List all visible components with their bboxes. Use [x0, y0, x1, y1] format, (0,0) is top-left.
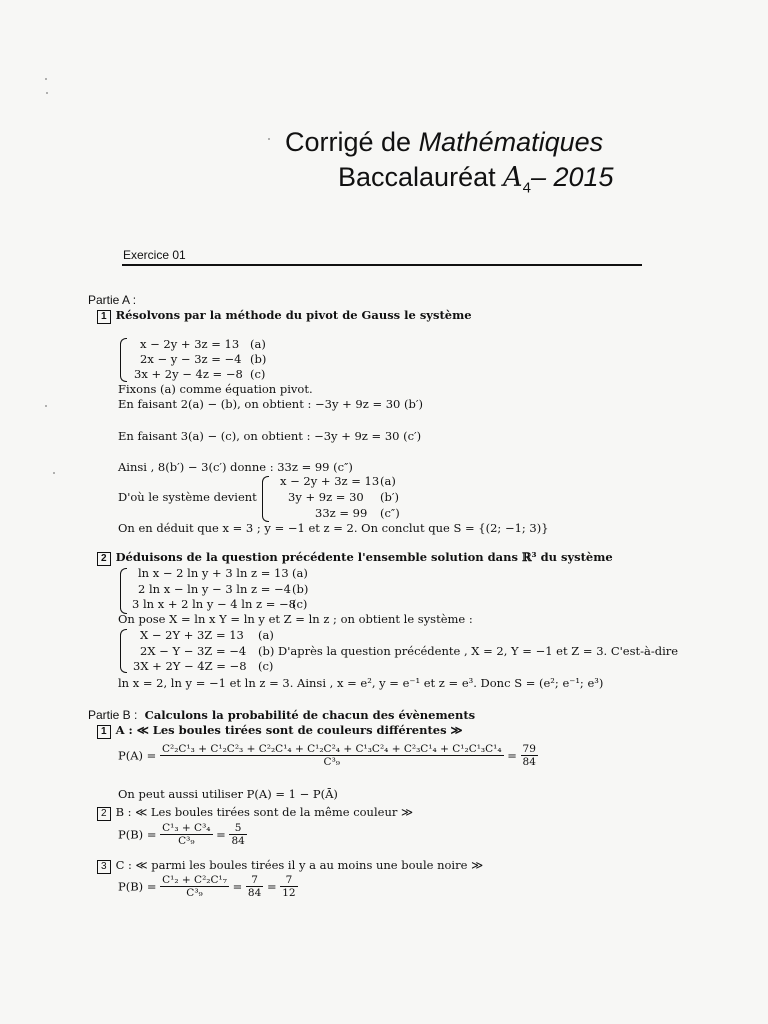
scan-speck: [45, 405, 47, 407]
question-number-box: 1: [97, 310, 111, 324]
partA-q1-text: Résolvons par la méthode du pivot de Gauss le système: [115, 308, 472, 322]
system-brace: [120, 338, 127, 382]
fraction-result: [521, 743, 538, 768]
system-eq-1: x − 2y + 3z = 13: [140, 337, 240, 351]
sub-system-eq-1: X − 2Y + 3Z = 13: [140, 628, 244, 642]
pivot-text: Fixons (a) comme équation pivot.: [118, 382, 313, 396]
system2-eq-3: 33z = 99: [315, 506, 368, 520]
partB-q1-text: A : ≪ Les boules tirées sont de couleurs différentes ≫: [115, 723, 463, 737]
formula-lhs: P(B) =: [118, 879, 157, 894]
title-year: – 2015: [530, 162, 614, 192]
scan-speck: [268, 138, 270, 140]
partA-q2-text: Déduisons de la question précédente l'ensemble solution dans ℝ³ du système: [115, 550, 613, 564]
partB-heading: [88, 708, 475, 722]
title-series-index: 4: [522, 179, 531, 197]
fraction-result: [280, 874, 297, 899]
probability-B-formula: P(B) = $\frac{\text{C¹₃ + C³₄}}{\text{C³₉}}$ = $\frac{5}{84}$: [118, 822, 245, 847]
fraction-denominator: 12: [282, 887, 296, 899]
system-eq-2: 2x − y − 3z = −4: [140, 352, 242, 366]
scan-speck: [45, 78, 47, 80]
formula-lhs: P(B) =: [118, 827, 157, 842]
system-tag-2: (b): [250, 352, 267, 366]
fraction-numerator: 79: [522, 743, 536, 755]
fraction: [160, 822, 212, 847]
title-line-2: [338, 162, 614, 196]
log-system-tag-3: (c): [292, 597, 308, 611]
scan-speck: [46, 92, 48, 94]
sub-system-tag-2: (b) D'après la question précédente , X = 2, Y = −1 et Z = 3. C'est-à-dire: [258, 644, 679, 658]
system2-tag-3: (c″): [380, 506, 400, 520]
fraction-denominator: C³₉: [323, 756, 340, 768]
partA-q2-conclusion: ln x = 2, ln y = −1 et ln z = 3. Ainsi , x = e², y = e⁻¹ et z = e³. Donc S = (e²; e⁻¹; e³): [118, 676, 604, 690]
system2-tag-1: (a): [380, 474, 396, 488]
step-2: En faisant 3(a) − (c), on obtient : −3y + 9z = 30 (c′): [118, 429, 422, 443]
partA-q1-heading: [97, 308, 472, 324]
header-rule: [122, 264, 642, 266]
log-system-eq-2: 2 ln x − ln y − 3 ln z = −4: [138, 582, 291, 596]
fraction-numerator: C²₂C¹₃ + C¹₂C²₃ + C²₂C¹₄ + C¹₂C²₄ + C¹₃C²₄ + C²₃C¹₄ + C¹₂C¹₃C¹₄: [161, 743, 502, 755]
question-number-box: 3: [97, 860, 111, 874]
partB-q1-heading: [97, 723, 463, 739]
scan-speck: [53, 472, 55, 474]
sub-system-tag-3: (c): [258, 659, 274, 673]
title-subject: Mathématiques: [418, 127, 604, 157]
probability-A-formula: P(A) = C²₂C¹₃ + C¹₂C²₃ + C²₂C¹₄ + C¹₂C²₄ + C¹₃C²₄ + C²₃C¹₄ + C¹₂C¹₃C¹₄ C³₉ = $\frac{79}{84}$: [118, 743, 536, 768]
substitution-text: On pose X = ln x Y = ln y et Z = ln z ; on obtient le système :: [118, 612, 473, 626]
fraction-numerator: C¹₂ + C²₂C¹₇: [162, 874, 227, 886]
question-number-box: 1: [97, 725, 111, 739]
system2-eq-1: x − 2y + 3z = 13: [280, 474, 380, 488]
partB-q3-heading: [97, 858, 483, 874]
partA-q2-heading: [97, 550, 613, 566]
fraction-denominator: 84: [522, 756, 536, 768]
sub-system-tag-1: (a): [258, 628, 274, 642]
fraction-denominator: 84: [247, 887, 262, 899]
fraction-numerator: C¹₃ + C³₄: [162, 822, 211, 834]
system-brace: [120, 568, 127, 614]
partB-q3-text: C : ≪ parmi les boules tirées il y a au moins une boule noire ≫: [115, 858, 484, 872]
complement-note: On peut aussi utiliser P(A) = 1 − P(Ā): [118, 787, 338, 801]
log-system-tag-2: (b): [292, 582, 309, 596]
system-eq-3: 3x + 2y − 4z = −8: [134, 367, 243, 381]
system-becomes-text: D'où le système devient: [118, 490, 257, 504]
system-tag-1: (a): [250, 337, 266, 351]
title-line-1: [285, 127, 603, 158]
log-system-eq-3: 3 ln x + 2 ln y − 4 ln z = −8: [132, 597, 296, 611]
fraction-numerator: 7: [280, 874, 297, 887]
fraction-numerator: 5: [229, 822, 246, 835]
sub-system-eq-2: 2X − Y − 3Z = −4: [140, 644, 247, 658]
title-series: A: [503, 162, 523, 193]
partA-label: Partie A :: [88, 293, 137, 307]
system2-eq-2: 3y + 9z = 30: [288, 490, 364, 504]
log-system-tag-1: (a): [292, 566, 308, 580]
fraction-denominator: 84: [231, 835, 245, 847]
fraction-result: [229, 822, 246, 847]
partB-q2-text: B : ≪ Les boules tirées sont de la même couleur ≫: [115, 805, 414, 819]
exercise-label: Exercice 01: [123, 248, 186, 262]
system2-tag-2: (b′): [380, 490, 399, 504]
partA-q1-conclusion: On en déduit que x = 3 ; y = −1 et z = 2. On conclut que S = {(2; −1; 3)}: [118, 521, 549, 535]
log-system-eq-1: ln x − 2 ln y + 3 ln z = 13: [138, 566, 289, 580]
system-brace: [262, 476, 269, 522]
system-brace: [120, 629, 127, 673]
partB-intro: Calculons la probabilité de chacun des évènements: [144, 708, 476, 722]
step-1: En faisant 2(a) − (b), on obtient : −3y + 9z = 30 (b′): [118, 397, 423, 411]
partB-q2-heading: [97, 805, 413, 821]
fraction-denominator: C³₉: [186, 887, 203, 899]
system-tag-3: (c): [250, 367, 266, 381]
formula-lhs: P(A) =: [118, 748, 157, 763]
fraction-mid: [246, 874, 263, 899]
step-3: Ainsi , 8(b′) − 3(c′) donne : 33z = 99 (c″): [118, 460, 353, 474]
fraction: [160, 874, 229, 899]
fraction: [160, 743, 504, 768]
partB-label: Partie B :: [88, 708, 138, 722]
sub-system-eq-3: 3X + 2Y − 4Z = −8: [133, 659, 247, 673]
question-number-box: 2: [97, 552, 111, 566]
fraction-denominator: C³₉: [178, 835, 195, 847]
probability-C-formula: P(B) = $\frac{\text{C¹₂ + C²₂C¹₇}}{\text{C³₉}}$ = $\frac{7}{84}$ = $\frac{7}{12}$: [118, 874, 296, 899]
fraction-numerator: 7: [246, 874, 263, 887]
title-prefix: Corrigé de: [285, 127, 419, 157]
question-number-box: 2: [97, 807, 111, 821]
title-exam: Baccalauréat: [338, 162, 504, 192]
